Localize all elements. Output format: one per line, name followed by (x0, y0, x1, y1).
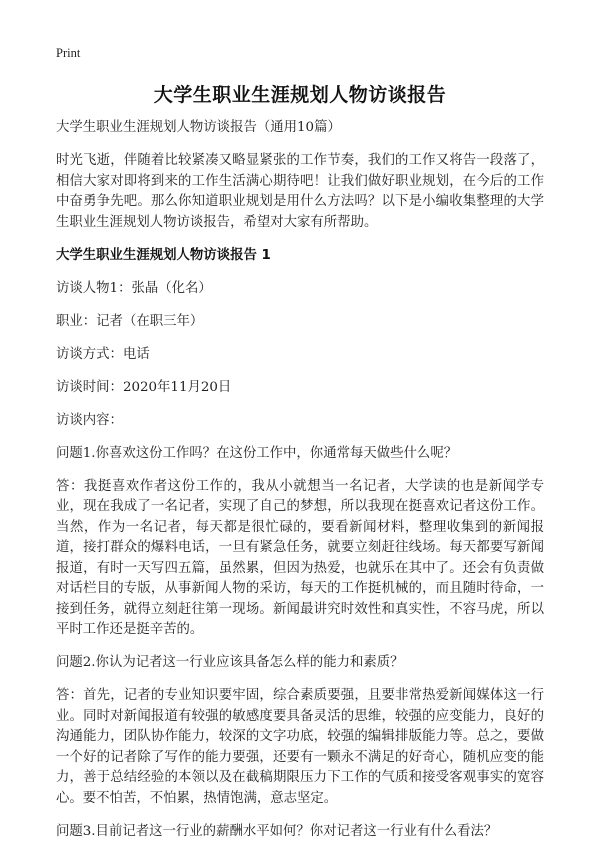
field-person: 访谈人物1：张晶（化名） (56, 280, 212, 296)
answer-1: 答：我挺喜欢作者这份工作的，我从小就想当一名记者，大学读的也是新闻学专业，现在我成了一名记者，实现了自己的梦想，所以我现在挺喜欢记者这份工作。当然，作为一名记者，每天都是很忙碌的，要看新闻材料，整理收集到的新闻报道，接打群众的爆料电话，一旦有紧急任务，就要立刻赶往线场。每天都要写新闻报道，有时一天写四五篇，虽然累，但因为热爱，也就乐在其中了。还会有负责做对话栏目的专版，从事新闻人物的采访，每天的工作挺机械的，而且随时待命，一接到任务，就得立刻赶往第一现场。新闻最讲究时效性和真实性，不容马虎，所以平时工作还是挺辛苦的。 (56, 478, 544, 637)
answer-2: 答：首先，记者的专业知识要牢固，综合素质要强，且要非常热爱新闻媒体这一行业。同时对新闻报道有较强的敏感度要具备灵活的思维，较强的应变能力，良好的沟通能力，团队协作能力，较深的文字功底，较强的编辑排版能力等。总之，要做一个好的记者除了写作的能力要强，还要有一颗永不满足的好奇心，随机应变的能力，善于总结经验的本领以及在截稿期限压力下工作的气质和接受客观事实的宽容心。要不怕苦，不怕累，热情饱满，意志坚定。 (56, 688, 544, 806)
field-method: 访谈方式：电话 (56, 346, 150, 362)
intro-paragraph: 时光飞逝，伴随着比较紧凑又略显紧张的工作节奏，我们的工作又将告一段落了，相信大家对即将到来的工作生活满心期待吧！让我们做好职业规划，在今后的工作中奋勇争先吧。那么你知道职业规划是用什么方法吗？以下是小编收集整理的大学生职业生涯规划人物访谈报告，希望对大家有所帮助。 (56, 153, 544, 230)
section-heading: 大学生职业生涯规划人物访谈报告 1 (56, 247, 271, 263)
question-1: 问题1.你喜欢这份工作吗？在这份工作中，你通常每天做些什么呢？ (56, 445, 458, 461)
field-content-label: 访谈内容： (56, 412, 123, 428)
print-link[interactable]: Print (56, 46, 81, 60)
question-3: 问题3.目前记者这一行业的薪酬水平如何？你对记者这一行业有什么看法？ (56, 823, 498, 839)
document-body (56, 118, 544, 855)
field-time: 访谈时间：2020年11月20日 (56, 379, 232, 395)
intro-subtitle: 大学生职业生涯规划人物访谈报告（通用10篇） (56, 120, 341, 135)
field-job: 职业：记者（在职三年） (56, 313, 204, 329)
page-title: 大学生职业生涯规划人物访谈报告 (153, 84, 447, 106)
question-2: 问题2.你认为记者这一行业应该具备怎么样的能力和素质？ (56, 655, 404, 670)
